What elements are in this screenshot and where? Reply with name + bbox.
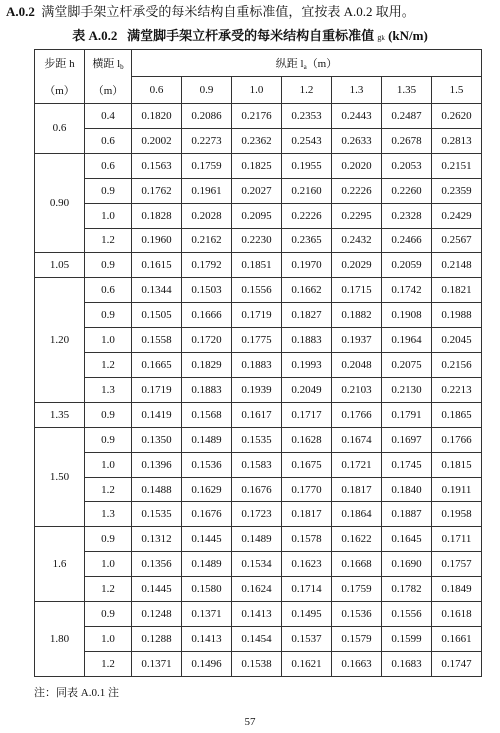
value-cell: 0.1537 bbox=[282, 627, 332, 652]
value-cell: 0.2443 bbox=[332, 103, 382, 128]
value-cell: 0.1829 bbox=[182, 353, 232, 378]
value-cell: 0.1766 bbox=[332, 402, 382, 427]
value-cell: 0.2487 bbox=[382, 103, 432, 128]
column-header: 1.0 bbox=[232, 76, 282, 103]
header-row-columns bbox=[35, 76, 482, 103]
intro-paragraph bbox=[6, 3, 415, 21]
value-cell: 0.1356 bbox=[132, 552, 182, 577]
table-row bbox=[35, 153, 482, 178]
value-cell: 0.1792 bbox=[182, 253, 232, 278]
step-header: 步距 h bbox=[35, 50, 85, 77]
value-cell: 0.1535 bbox=[232, 427, 282, 452]
value-cell: 0.1248 bbox=[132, 602, 182, 627]
value-cell: 0.1668 bbox=[332, 552, 382, 577]
value-cell: 0.1721 bbox=[332, 452, 382, 477]
value-cell: 0.2059 bbox=[382, 253, 432, 278]
column-header: 1.2 bbox=[282, 76, 332, 103]
value-cell: 0.1960 bbox=[132, 228, 182, 253]
table-row bbox=[35, 278, 482, 303]
value-cell: 0.1621 bbox=[282, 651, 332, 676]
value-cell: 0.1821 bbox=[432, 278, 482, 303]
value-cell: 0.2466 bbox=[382, 228, 432, 253]
value-cell: 0.2020 bbox=[332, 153, 382, 178]
step-cell: 1.20 bbox=[35, 278, 85, 403]
value-cell: 0.1558 bbox=[132, 328, 182, 353]
value-cell: 0.2103 bbox=[332, 377, 382, 402]
value-cell: 0.1503 bbox=[182, 278, 232, 303]
value-cell: 0.1662 bbox=[282, 278, 332, 303]
value-cell: 0.1815 bbox=[432, 452, 482, 477]
step-cell: 1.35 bbox=[35, 402, 85, 427]
lateral-cell: 0.9 bbox=[85, 178, 132, 203]
value-cell: 0.1419 bbox=[132, 402, 182, 427]
value-cell: 0.1937 bbox=[332, 328, 382, 353]
value-cell: 0.1851 bbox=[232, 253, 282, 278]
step-cell: 1.6 bbox=[35, 527, 85, 602]
value-cell: 0.1676 bbox=[182, 502, 232, 527]
table-row bbox=[35, 402, 482, 427]
value-cell: 0.1782 bbox=[382, 577, 432, 602]
value-cell: 0.1583 bbox=[232, 452, 282, 477]
value-cell: 0.2075 bbox=[382, 353, 432, 378]
value-cell: 0.1988 bbox=[432, 303, 482, 328]
value-cell: 0.1887 bbox=[382, 502, 432, 527]
value-cell: 0.1883 bbox=[282, 328, 332, 353]
value-cell: 0.1661 bbox=[432, 627, 482, 652]
value-cell: 0.1445 bbox=[182, 527, 232, 552]
value-cell: 0.2365 bbox=[282, 228, 332, 253]
value-cell: 0.1413 bbox=[182, 627, 232, 652]
value-cell: 0.1674 bbox=[332, 427, 382, 452]
value-cell: 0.1489 bbox=[182, 552, 232, 577]
table-row bbox=[35, 527, 482, 552]
table-row bbox=[35, 502, 482, 527]
lateral-cell: 1.0 bbox=[85, 552, 132, 577]
lateral-cell: 0.9 bbox=[85, 527, 132, 552]
value-cell: 0.2027 bbox=[232, 178, 282, 203]
longitudinal-header: 纵距 la（m） bbox=[132, 50, 482, 77]
step-cell: 1.05 bbox=[35, 253, 85, 278]
value-cell: 0.2328 bbox=[382, 203, 432, 228]
table-row bbox=[35, 552, 482, 577]
value-cell: 0.1723 bbox=[232, 502, 282, 527]
value-cell: 0.1993 bbox=[282, 353, 332, 378]
value-cell: 0.2148 bbox=[432, 253, 482, 278]
caption-unit: (kN/m) bbox=[388, 28, 428, 43]
value-cell: 0.1828 bbox=[132, 203, 182, 228]
value-cell: 0.1766 bbox=[432, 427, 482, 452]
value-cell: 0.1747 bbox=[432, 651, 482, 676]
value-cell: 0.2028 bbox=[182, 203, 232, 228]
value-cell: 0.1454 bbox=[232, 627, 282, 652]
column-header: 1.3 bbox=[332, 76, 382, 103]
value-cell: 0.2353 bbox=[282, 103, 332, 128]
value-cell: 0.2620 bbox=[432, 103, 482, 128]
lateral-cell: 1.2 bbox=[85, 228, 132, 253]
value-cell: 0.2226 bbox=[332, 178, 382, 203]
value-cell: 0.1970 bbox=[282, 253, 332, 278]
value-cell: 0.1697 bbox=[382, 427, 432, 452]
table-row bbox=[35, 452, 482, 477]
value-cell: 0.1759 bbox=[182, 153, 232, 178]
value-cell: 0.2230 bbox=[232, 228, 282, 253]
table-row bbox=[35, 427, 482, 452]
value-cell: 0.2273 bbox=[182, 128, 232, 153]
step-cell: 0.90 bbox=[35, 153, 85, 253]
value-cell: 0.1489 bbox=[182, 427, 232, 452]
value-cell: 0.2053 bbox=[382, 153, 432, 178]
value-cell: 0.1489 bbox=[232, 527, 282, 552]
table-caption bbox=[0, 27, 500, 47]
lateral-cell: 1.0 bbox=[85, 452, 132, 477]
value-cell: 0.1288 bbox=[132, 627, 182, 652]
step-unit: （m） bbox=[35, 76, 85, 103]
value-cell: 0.1849 bbox=[432, 577, 482, 602]
value-cell: 0.1344 bbox=[132, 278, 182, 303]
value-cell: 0.1663 bbox=[332, 651, 382, 676]
value-cell: 0.1757 bbox=[432, 552, 482, 577]
value-cell: 0.2678 bbox=[382, 128, 432, 153]
table-row bbox=[35, 577, 482, 602]
value-cell: 0.1413 bbox=[232, 602, 282, 627]
value-cell: 0.1599 bbox=[382, 627, 432, 652]
table-row bbox=[35, 627, 482, 652]
value-cell: 0.2359 bbox=[432, 178, 482, 203]
table-row bbox=[35, 377, 482, 402]
lateral-cell: 0.9 bbox=[85, 602, 132, 627]
value-cell: 0.1666 bbox=[182, 303, 232, 328]
value-cell: 0.1622 bbox=[332, 527, 382, 552]
value-cell: 0.1615 bbox=[132, 253, 182, 278]
value-cell: 0.2156 bbox=[432, 353, 482, 378]
value-cell: 0.1817 bbox=[332, 477, 382, 502]
value-cell: 0.1312 bbox=[132, 527, 182, 552]
value-cell: 0.1715 bbox=[332, 278, 382, 303]
value-cell: 0.2226 bbox=[282, 203, 332, 228]
value-cell: 0.1496 bbox=[182, 651, 232, 676]
value-cell: 0.1534 bbox=[232, 552, 282, 577]
value-cell: 0.2567 bbox=[432, 228, 482, 253]
value-cell: 0.2095 bbox=[232, 203, 282, 228]
step-cell: 1.50 bbox=[35, 427, 85, 527]
header-row-top bbox=[35, 50, 482, 77]
lateral-cell: 1.0 bbox=[85, 627, 132, 652]
value-cell: 0.1908 bbox=[382, 303, 432, 328]
table-row bbox=[35, 103, 482, 128]
value-cell: 0.1719 bbox=[132, 377, 182, 402]
self-weight-table bbox=[34, 49, 482, 677]
column-header: 1.5 bbox=[432, 76, 482, 103]
value-cell: 0.1396 bbox=[132, 452, 182, 477]
value-cell: 0.1563 bbox=[132, 153, 182, 178]
table-row bbox=[35, 328, 482, 353]
table-row bbox=[35, 228, 482, 253]
value-cell: 0.1580 bbox=[182, 577, 232, 602]
value-cell: 0.2045 bbox=[432, 328, 482, 353]
value-cell: 0.2176 bbox=[232, 103, 282, 128]
value-cell: 0.1775 bbox=[232, 328, 282, 353]
lateral-unit: （m） bbox=[85, 76, 132, 103]
value-cell: 0.1717 bbox=[282, 402, 332, 427]
value-cell: 0.1371 bbox=[132, 651, 182, 676]
value-cell: 0.2048 bbox=[332, 353, 382, 378]
value-cell: 0.2362 bbox=[232, 128, 282, 153]
value-cell: 0.2002 bbox=[132, 128, 182, 153]
lateral-cell: 0.6 bbox=[85, 278, 132, 303]
value-cell: 0.1840 bbox=[382, 477, 432, 502]
value-cell: 0.2160 bbox=[282, 178, 332, 203]
value-cell: 0.1817 bbox=[282, 502, 332, 527]
value-cell: 0.1683 bbox=[382, 651, 432, 676]
lateral-cell: 0.6 bbox=[85, 153, 132, 178]
lateral-cell: 0.6 bbox=[85, 128, 132, 153]
value-cell: 0.1864 bbox=[332, 502, 382, 527]
lateral-cell: 1.2 bbox=[85, 651, 132, 676]
value-cell: 0.1720 bbox=[182, 328, 232, 353]
value-cell: 0.1536 bbox=[332, 602, 382, 627]
table-row bbox=[35, 253, 482, 278]
value-cell: 0.1579 bbox=[332, 627, 382, 652]
caption-title: 满堂脚手架立杆承受的每米结构自重标准值 bbox=[127, 28, 375, 43]
value-cell: 0.1955 bbox=[282, 153, 332, 178]
value-cell: 0.2151 bbox=[432, 153, 482, 178]
value-cell: 0.2633 bbox=[332, 128, 382, 153]
value-cell: 0.1711 bbox=[432, 527, 482, 552]
column-header: 0.6 bbox=[132, 76, 182, 103]
value-cell: 0.1745 bbox=[382, 452, 432, 477]
value-cell: 0.1820 bbox=[132, 103, 182, 128]
table-body bbox=[35, 50, 482, 677]
value-cell: 0.1578 bbox=[282, 527, 332, 552]
value-cell: 0.1882 bbox=[332, 303, 382, 328]
lateral-cell: 0.9 bbox=[85, 303, 132, 328]
value-cell: 0.1445 bbox=[132, 577, 182, 602]
value-cell: 0.1676 bbox=[232, 477, 282, 502]
value-cell: 0.2130 bbox=[382, 377, 432, 402]
value-cell: 0.2432 bbox=[332, 228, 382, 253]
intro-text: 满堂脚手架立杆承受的每米结构自重标准值，宜按表 A.0.2 取用。 bbox=[41, 4, 415, 19]
value-cell: 0.2049 bbox=[282, 377, 332, 402]
value-cell: 0.1675 bbox=[282, 452, 332, 477]
value-cell: 0.1535 bbox=[132, 502, 182, 527]
value-cell: 0.2162 bbox=[182, 228, 232, 253]
caption-number: 表 A.0.2 bbox=[72, 28, 118, 43]
value-cell: 0.2213 bbox=[432, 377, 482, 402]
value-cell: 0.1742 bbox=[382, 278, 432, 303]
table-row bbox=[35, 353, 482, 378]
table-row bbox=[35, 303, 482, 328]
value-cell: 0.1883 bbox=[232, 353, 282, 378]
table-row bbox=[35, 477, 482, 502]
value-cell: 0.1690 bbox=[382, 552, 432, 577]
value-cell: 0.2295 bbox=[332, 203, 382, 228]
value-cell: 0.1961 bbox=[182, 178, 232, 203]
table-row bbox=[35, 203, 482, 228]
value-cell: 0.1665 bbox=[132, 353, 182, 378]
value-cell: 0.1964 bbox=[382, 328, 432, 353]
lateral-cell: 1.2 bbox=[85, 353, 132, 378]
value-cell: 0.1827 bbox=[282, 303, 332, 328]
value-cell: 0.1939 bbox=[232, 377, 282, 402]
value-cell: 0.1536 bbox=[182, 452, 232, 477]
value-cell: 0.1759 bbox=[332, 577, 382, 602]
value-cell: 0.1714 bbox=[282, 577, 332, 602]
lateral-cell: 1.3 bbox=[85, 377, 132, 402]
value-cell: 0.1645 bbox=[382, 527, 432, 552]
value-cell: 0.1883 bbox=[182, 377, 232, 402]
value-cell: 0.1618 bbox=[432, 602, 482, 627]
step-cell: 0.6 bbox=[35, 103, 85, 153]
value-cell: 0.1628 bbox=[282, 427, 332, 452]
lateral-cell: 1.2 bbox=[85, 477, 132, 502]
value-cell: 0.1556 bbox=[232, 278, 282, 303]
value-cell: 0.1629 bbox=[182, 477, 232, 502]
table-row bbox=[35, 602, 482, 627]
value-cell: 0.2429 bbox=[432, 203, 482, 228]
lateral-cell: 0.9 bbox=[85, 427, 132, 452]
lateral-cell: 0.9 bbox=[85, 402, 132, 427]
intro-clause-number: A.0.2 bbox=[6, 4, 35, 19]
lateral-cell: 0.9 bbox=[85, 253, 132, 278]
step-cell: 1.80 bbox=[35, 602, 85, 677]
column-header: 0.9 bbox=[182, 76, 232, 103]
value-cell: 0.1911 bbox=[432, 477, 482, 502]
value-cell: 0.1556 bbox=[382, 602, 432, 627]
column-header: 1.35 bbox=[382, 76, 432, 103]
value-cell: 0.1825 bbox=[232, 153, 282, 178]
table-row bbox=[35, 128, 482, 153]
value-cell: 0.2543 bbox=[282, 128, 332, 153]
value-cell: 0.1350 bbox=[132, 427, 182, 452]
value-cell: 0.2029 bbox=[332, 253, 382, 278]
lateral-cell: 1.2 bbox=[85, 577, 132, 602]
value-cell: 0.1505 bbox=[132, 303, 182, 328]
value-cell: 0.1624 bbox=[232, 577, 282, 602]
value-cell: 0.1617 bbox=[232, 402, 282, 427]
lateral-cell: 0.4 bbox=[85, 103, 132, 128]
value-cell: 0.1568 bbox=[182, 402, 232, 427]
value-cell: 0.1865 bbox=[432, 402, 482, 427]
value-cell: 0.1719 bbox=[232, 303, 282, 328]
lateral-cell: 1.3 bbox=[85, 502, 132, 527]
lateral-cell: 1.0 bbox=[85, 328, 132, 353]
table-note: 注：同表 A.0.1 注 bbox=[34, 687, 119, 699]
value-cell: 0.1371 bbox=[182, 602, 232, 627]
value-cell: 0.1791 bbox=[382, 402, 432, 427]
value-cell: 0.2260 bbox=[382, 178, 432, 203]
value-cell: 0.2086 bbox=[182, 103, 232, 128]
table-row bbox=[35, 651, 482, 676]
value-cell: 0.1538 bbox=[232, 651, 282, 676]
caption-symbol: gk bbox=[377, 33, 385, 42]
value-cell: 0.2813 bbox=[432, 128, 482, 153]
table-row bbox=[35, 178, 482, 203]
lateral-cell: 1.0 bbox=[85, 203, 132, 228]
lateral-header: 横距 lb bbox=[85, 50, 132, 77]
value-cell: 0.1623 bbox=[282, 552, 332, 577]
page-number: 57 bbox=[244, 716, 256, 728]
value-cell: 0.1958 bbox=[432, 502, 482, 527]
value-cell: 0.1770 bbox=[282, 477, 332, 502]
value-cell: 0.1762 bbox=[132, 178, 182, 203]
value-cell: 0.1488 bbox=[132, 477, 182, 502]
value-cell: 0.1495 bbox=[282, 602, 332, 627]
